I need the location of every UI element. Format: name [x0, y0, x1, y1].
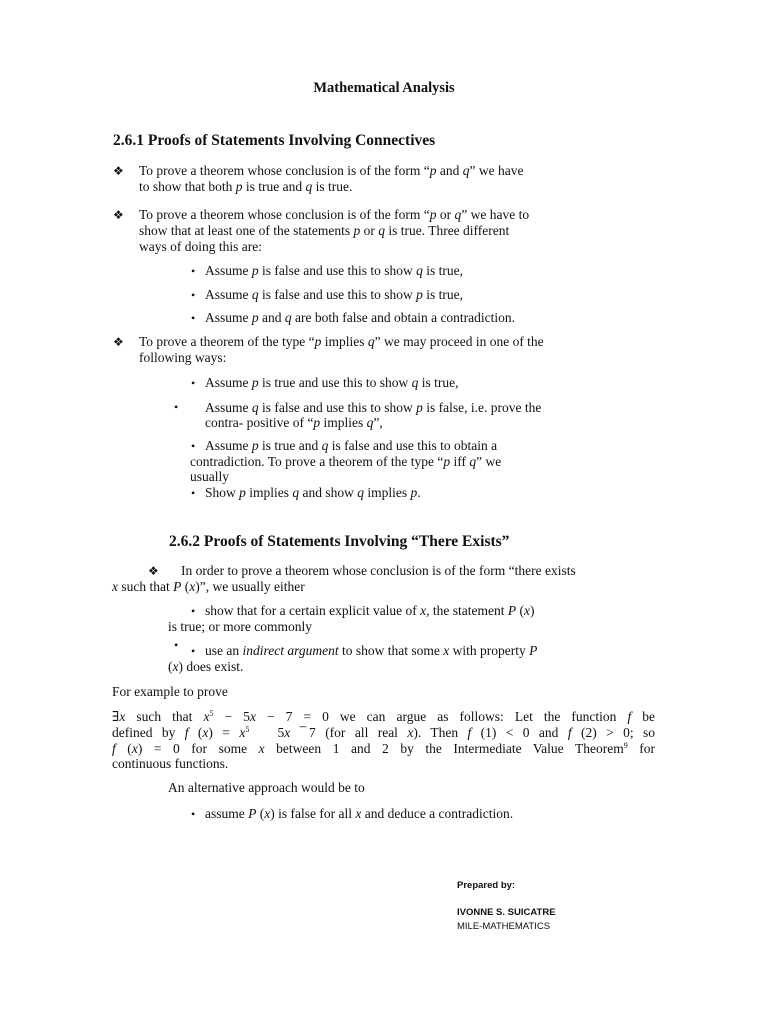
page-title: Mathematical Analysis: [313, 80, 455, 96]
or-item-line-3: ways of doing this are:: [139, 239, 262, 254]
or-way-1: Assume p is false and use this to show q is true,: [205, 263, 463, 278]
section-heading-connectives: 2.6.1 Proofs of Statements Involving Connectives: [113, 132, 436, 149]
dot-bullet-icon: •: [191, 807, 196, 821]
implies-item-line-1: To prove a theorem of the type “p implies q” we may proceed in one of the: [139, 334, 544, 349]
dot-bullet-icon: •: [174, 638, 179, 652]
implies-way-2-line-2: contra- positive of “p implies q”,: [205, 415, 383, 430]
method-2-line-1: use an indirect argument to show that some x with property P: [205, 643, 538, 658]
example-intro: For example to prove: [112, 684, 228, 699]
example-line-2: defined by f $(x) = x^5$ 5x ̅7 (for all real x). Then f (1) < 0 and f (2) > 0; so: [112, 725, 656, 740]
author-program: MILE-MATHEMATICS: [457, 921, 551, 932]
section-heading-there-exists: 2.6.2 Proofs of Statements Involving “There Exists”: [169, 533, 510, 550]
or-item-line-2: show that at least one of the statements p or q is true. Three different: [139, 223, 510, 238]
alternative-intro: An alternative approach would be to: [168, 780, 365, 795]
prepared-by-label: Prepared by:: [457, 880, 516, 891]
dot-bullet-icon: •: [191, 311, 196, 325]
diamond-bullet-icon: ❖: [113, 164, 124, 178]
or-way-3: Assume p and q are both false and obtain a contradiction.: [205, 310, 516, 325]
example-line-4: continuous functions.: [112, 756, 229, 771]
exists-intro-line-1: In order to prove a theorem whose conclusion is of the form “there exists: [181, 563, 576, 578]
alternative-method: assume P (x) is false for all x and deduce a contradiction.: [205, 806, 514, 821]
or-item-line-1: To prove a theorem whose conclusion is of the form “p or q” we have to: [139, 207, 530, 222]
exists-intro-line-2: x such that P (x)”, we usually either: [112, 579, 305, 594]
dot-bullet-icon: •: [174, 400, 179, 414]
implies-item-line-2: following ways:: [139, 350, 227, 365]
diamond-bullet-icon: ❖: [113, 335, 124, 349]
example-line-1: ∃x such that $x^5 - 5x - 7 = 0$ we can argue as follows: Let the function f be: [112, 709, 656, 724]
author-name: IVONNE S. SUICATRE: [457, 907, 556, 918]
dot-bullet-icon: •: [191, 376, 196, 390]
and-item-line-2: to show that both p is true and q is true.: [139, 179, 353, 194]
implies-way-2-line-1: Assume q is false and use this to show p is false, i.e. prove the: [205, 400, 542, 415]
or-way-2: Assume q is false and use this to show p is true,: [205, 287, 463, 302]
example-line-3: f (x) = 0 for some x between 1 and 2 by the Intermediate Value Theorem$^9$ for: [112, 741, 655, 756]
dot-bullet-icon: •: [191, 604, 196, 618]
implies-way-4: Show p implies q and show q implies p.: [205, 485, 421, 500]
implies-way-3-line-2: contradiction. To prove a theorem of the type “p iff q” we: [190, 454, 502, 469]
diamond-bullet-icon: ❖: [148, 564, 159, 578]
and-item-line-1: To prove a theorem whose conclusion is of the form “p and q” we have: [139, 163, 524, 178]
dot-bullet-icon: •: [191, 439, 196, 453]
method-1-line-1: show that for a certain explicit value of x, the statement P (x): [205, 603, 535, 618]
dot-bullet-icon: •: [191, 288, 196, 302]
method-1-line-2: is true; or more commonly: [168, 619, 312, 634]
dot-bullet-icon: •: [191, 644, 196, 658]
dot-bullet-icon: •: [191, 264, 196, 278]
dot-bullet-icon: •: [191, 486, 196, 500]
implies-way-3-line-1: Assume p is true and q is false and use this to obtain a: [205, 438, 498, 453]
implies-way-3-line-3: usually: [190, 469, 229, 484]
implies-way-1: Assume p is true and use this to show q is true,: [205, 375, 459, 390]
method-2-line-2: (x) does exist.: [168, 659, 244, 674]
diamond-bullet-icon: ❖: [113, 208, 124, 222]
